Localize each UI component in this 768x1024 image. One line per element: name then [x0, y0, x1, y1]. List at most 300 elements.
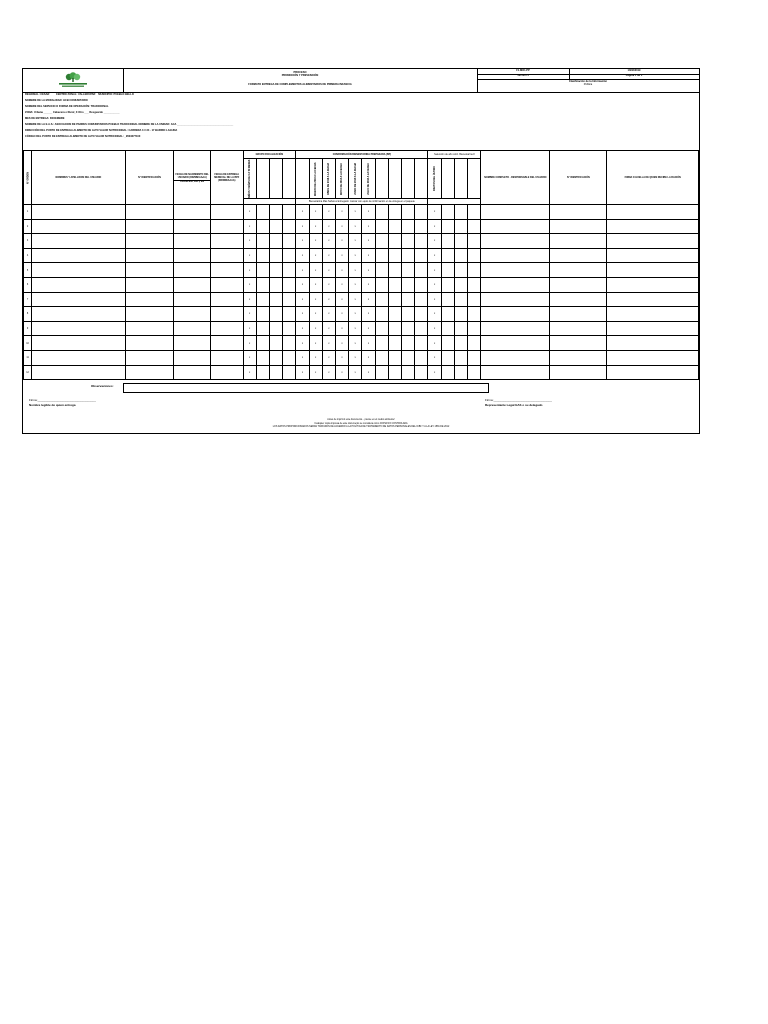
- entry-cell[interactable]: [32, 321, 126, 336]
- mark-cell[interactable]: x: [322, 307, 335, 322]
- entry-cell[interactable]: [269, 321, 282, 336]
- entry-cell[interactable]: [401, 219, 414, 234]
- mark-cell[interactable]: x: [349, 350, 362, 365]
- mark-cell[interactable]: x: [428, 336, 441, 351]
- entry-cell[interactable]: [375, 248, 388, 263]
- entry-cell[interactable]: [210, 321, 243, 336]
- entry-cell[interactable]: [269, 248, 282, 263]
- entry-cell[interactable]: [607, 365, 699, 380]
- entry-cell[interactable]: [481, 234, 550, 249]
- entry-cell[interactable]: [125, 248, 174, 263]
- entry-cell[interactable]: [269, 307, 282, 322]
- mark-cell[interactable]: x: [309, 292, 322, 307]
- mark-cell[interactable]: x: [362, 321, 375, 336]
- entry-cell[interactable]: [481, 307, 550, 322]
- entry-cell[interactable]: [125, 321, 174, 336]
- mark-cell[interactable]: x: [362, 263, 375, 278]
- entry-cell[interactable]: [415, 205, 428, 220]
- entry-cell[interactable]: [375, 277, 388, 292]
- entry-cell[interactable]: [256, 205, 269, 220]
- entry-cell[interactable]: [401, 205, 414, 220]
- mark-cell[interactable]: x: [428, 277, 441, 292]
- entry-cell[interactable]: [32, 365, 126, 380]
- mark-cell[interactable]: x: [335, 321, 348, 336]
- entry-cell[interactable]: [550, 307, 607, 322]
- entry-cell[interactable]: [125, 263, 174, 278]
- mark-cell[interactable]: x: [428, 321, 441, 336]
- entry-cell[interactable]: [174, 336, 211, 351]
- entry-cell[interactable]: [481, 277, 550, 292]
- entry-cell[interactable]: [415, 219, 428, 234]
- mark-cell[interactable]: x: [428, 307, 441, 322]
- entry-cell[interactable]: [401, 307, 414, 322]
- firma-entrega[interactable]: Firma:___________________________________: [29, 398, 96, 402]
- entry-cell[interactable]: [269, 336, 282, 351]
- entry-cell[interactable]: [210, 248, 243, 263]
- entry-cell[interactable]: [441, 307, 454, 322]
- entry-cell[interactable]: [32, 219, 126, 234]
- mark-cell[interactable]: x: [243, 219, 256, 234]
- entry-cell[interactable]: [283, 248, 296, 263]
- entry-cell[interactable]: [607, 205, 699, 220]
- entry-cell[interactable]: [375, 321, 388, 336]
- mark-cell[interactable]: x: [349, 205, 362, 220]
- entry-cell[interactable]: [269, 292, 282, 307]
- entry-cell[interactable]: [283, 292, 296, 307]
- entry-cell[interactable]: [454, 219, 467, 234]
- mark-cell[interactable]: x: [362, 248, 375, 263]
- mark-cell[interactable]: x: [362, 234, 375, 249]
- mark-cell[interactable]: x: [322, 277, 335, 292]
- entry-cell[interactable]: [401, 248, 414, 263]
- entry-cell[interactable]: [375, 307, 388, 322]
- mark-cell[interactable]: x: [349, 307, 362, 322]
- entry-cell[interactable]: [388, 321, 401, 336]
- entry-cell[interactable]: [468, 336, 481, 351]
- entry-cell[interactable]: [283, 234, 296, 249]
- mark-cell[interactable]: x: [362, 277, 375, 292]
- entry-cell[interactable]: [415, 350, 428, 365]
- entry-cell[interactable]: [468, 292, 481, 307]
- mark-cell[interactable]: x: [243, 263, 256, 278]
- entry-cell[interactable]: [481, 336, 550, 351]
- mark-cell[interactable]: x: [322, 234, 335, 249]
- mark-cell[interactable]: x: [335, 350, 348, 365]
- entry-cell[interactable]: [269, 350, 282, 365]
- entry-cell[interactable]: [415, 365, 428, 380]
- mark-cell[interactable]: x: [335, 365, 348, 380]
- entry-cell[interactable]: [388, 307, 401, 322]
- entry-cell[interactable]: [283, 365, 296, 380]
- mark-cell[interactable]: x: [309, 205, 322, 220]
- mark-cell[interactable]: x: [296, 292, 309, 307]
- entry-cell[interactable]: [468, 277, 481, 292]
- entry-cell[interactable]: [454, 292, 467, 307]
- entry-cell[interactable]: [283, 307, 296, 322]
- entry-cell[interactable]: [415, 248, 428, 263]
- entry-cell[interactable]: [607, 248, 699, 263]
- entry-cell[interactable]: [375, 205, 388, 220]
- entry-cell[interactable]: [550, 321, 607, 336]
- entry-cell[interactable]: [174, 350, 211, 365]
- entry-cell[interactable]: [125, 277, 174, 292]
- mark-cell[interactable]: x: [322, 336, 335, 351]
- entry-cell[interactable]: [269, 277, 282, 292]
- mark-cell[interactable]: x: [296, 321, 309, 336]
- entry-cell[interactable]: [550, 234, 607, 249]
- mark-cell[interactable]: x: [362, 365, 375, 380]
- entry-cell[interactable]: [375, 365, 388, 380]
- entry-cell[interactable]: [256, 321, 269, 336]
- entry-cell[interactable]: [401, 263, 414, 278]
- mark-cell[interactable]: x: [309, 321, 322, 336]
- entry-cell[interactable]: [210, 205, 243, 220]
- firma-representante[interactable]: Firma:___________________________________: [485, 398, 552, 402]
- entry-cell[interactable]: [210, 263, 243, 278]
- entry-cell[interactable]: [441, 321, 454, 336]
- entry-cell[interactable]: [375, 263, 388, 278]
- entry-cell[interactable]: [174, 321, 211, 336]
- entry-cell[interactable]: [454, 350, 467, 365]
- mark-cell[interactable]: x: [296, 365, 309, 380]
- entry-cell[interactable]: [210, 219, 243, 234]
- mark-cell[interactable]: x: [243, 307, 256, 322]
- mark-cell[interactable]: x: [428, 234, 441, 249]
- entry-cell[interactable]: [607, 263, 699, 278]
- entry-cell[interactable]: [32, 277, 126, 292]
- mark-cell[interactable]: x: [296, 234, 309, 249]
- entry-cell[interactable]: [415, 277, 428, 292]
- entry-cell[interactable]: [388, 350, 401, 365]
- entry-cell[interactable]: [256, 350, 269, 365]
- entry-cell[interactable]: [468, 350, 481, 365]
- entry-cell[interactable]: [256, 336, 269, 351]
- mark-cell[interactable]: x: [349, 219, 362, 234]
- entry-cell[interactable]: [454, 248, 467, 263]
- mark-cell[interactable]: x: [428, 248, 441, 263]
- entry-cell[interactable]: [174, 263, 211, 278]
- entry-cell[interactable]: [415, 234, 428, 249]
- entry-cell[interactable]: [283, 219, 296, 234]
- entry-cell[interactable]: [174, 277, 211, 292]
- mark-cell[interactable]: x: [296, 248, 309, 263]
- mark-cell[interactable]: x: [309, 307, 322, 322]
- mark-cell[interactable]: x: [243, 292, 256, 307]
- entry-cell[interactable]: [468, 321, 481, 336]
- entry-cell[interactable]: [401, 365, 414, 380]
- mark-cell[interactable]: x: [335, 263, 348, 278]
- mark-cell[interactable]: x: [296, 336, 309, 351]
- mark-cell[interactable]: x: [362, 307, 375, 322]
- mark-cell[interactable]: x: [309, 336, 322, 351]
- entry-cell[interactable]: [550, 277, 607, 292]
- entry-cell[interactable]: [256, 365, 269, 380]
- mark-cell[interactable]: x: [322, 205, 335, 220]
- mark-cell[interactable]: x: [335, 336, 348, 351]
- entry-cell[interactable]: [125, 219, 174, 234]
- mark-cell[interactable]: x: [309, 350, 322, 365]
- mark-cell[interactable]: x: [296, 277, 309, 292]
- mark-cell[interactable]: x: [243, 234, 256, 249]
- mark-cell[interactable]: x: [362, 350, 375, 365]
- mark-cell[interactable]: x: [296, 263, 309, 278]
- entry-cell[interactable]: [441, 234, 454, 249]
- mark-cell[interactable]: x: [335, 248, 348, 263]
- mark-cell[interactable]: x: [309, 234, 322, 249]
- mark-cell[interactable]: x: [296, 307, 309, 322]
- entry-cell[interactable]: [32, 336, 126, 351]
- entry-cell[interactable]: [481, 263, 550, 278]
- mark-cell[interactable]: x: [243, 321, 256, 336]
- mark-cell[interactable]: x: [309, 219, 322, 234]
- entry-cell[interactable]: [125, 205, 174, 220]
- entry-cell[interactable]: [256, 277, 269, 292]
- entry-cell[interactable]: [256, 234, 269, 249]
- mark-cell[interactable]: x: [349, 365, 362, 380]
- mark-cell[interactable]: x: [335, 219, 348, 234]
- entry-cell[interactable]: [607, 219, 699, 234]
- entry-cell[interactable]: [256, 219, 269, 234]
- entry-cell[interactable]: [388, 248, 401, 263]
- entry-cell[interactable]: [401, 336, 414, 351]
- entry-cell[interactable]: [550, 292, 607, 307]
- mark-cell[interactable]: x: [428, 263, 441, 278]
- mark-cell[interactable]: x: [296, 350, 309, 365]
- entry-cell[interactable]: [210, 292, 243, 307]
- entry-cell[interactable]: [125, 336, 174, 351]
- mark-cell[interactable]: x: [349, 234, 362, 249]
- entry-cell[interactable]: [454, 321, 467, 336]
- mark-cell[interactable]: x: [322, 219, 335, 234]
- entry-cell[interactable]: [454, 205, 467, 220]
- mark-cell[interactable]: x: [428, 292, 441, 307]
- entry-cell[interactable]: [32, 205, 126, 220]
- mark-cell[interactable]: x: [349, 248, 362, 263]
- mark-cell[interactable]: x: [335, 292, 348, 307]
- entry-cell[interactable]: [454, 336, 467, 351]
- entry-cell[interactable]: [550, 263, 607, 278]
- mark-cell[interactable]: x: [362, 292, 375, 307]
- entry-cell[interactable]: [468, 234, 481, 249]
- entry-cell[interactable]: [550, 350, 607, 365]
- mark-cell[interactable]: x: [243, 350, 256, 365]
- entry-cell[interactable]: [32, 234, 126, 249]
- entry-cell[interactable]: [210, 307, 243, 322]
- entry-cell[interactable]: [550, 365, 607, 380]
- entry-cell[interactable]: [550, 219, 607, 234]
- entry-cell[interactable]: [481, 248, 550, 263]
- mark-cell[interactable]: x: [349, 321, 362, 336]
- mark-cell[interactable]: x: [349, 277, 362, 292]
- entry-cell[interactable]: [269, 365, 282, 380]
- entry-cell[interactable]: [388, 263, 401, 278]
- entry-cell[interactable]: [269, 219, 282, 234]
- entry-cell[interactable]: [256, 292, 269, 307]
- entry-cell[interactable]: [481, 219, 550, 234]
- entry-cell[interactable]: [607, 350, 699, 365]
- entry-cell[interactable]: [210, 277, 243, 292]
- entry-cell[interactable]: [174, 248, 211, 263]
- entry-cell[interactable]: [415, 292, 428, 307]
- entry-cell[interactable]: [283, 336, 296, 351]
- entry-cell[interactable]: [269, 263, 282, 278]
- entry-cell[interactable]: [256, 307, 269, 322]
- mark-cell[interactable]: x: [243, 336, 256, 351]
- entry-cell[interactable]: [388, 292, 401, 307]
- mark-cell[interactable]: x: [309, 248, 322, 263]
- entry-cell[interactable]: [441, 365, 454, 380]
- entry-cell[interactable]: [401, 321, 414, 336]
- mark-cell[interactable]: x: [309, 365, 322, 380]
- entry-cell[interactable]: [401, 292, 414, 307]
- entry-cell[interactable]: [283, 350, 296, 365]
- mark-cell[interactable]: x: [428, 219, 441, 234]
- entry-cell[interactable]: [388, 219, 401, 234]
- mark-cell[interactable]: x: [322, 263, 335, 278]
- entry-cell[interactable]: [607, 336, 699, 351]
- mark-cell[interactable]: x: [428, 205, 441, 220]
- mark-cell[interactable]: x: [335, 307, 348, 322]
- entry-cell[interactable]: [441, 350, 454, 365]
- mark-cell[interactable]: x: [309, 277, 322, 292]
- mark-cell[interactable]: x: [335, 277, 348, 292]
- mark-cell[interactable]: x: [296, 219, 309, 234]
- entry-cell[interactable]: [415, 321, 428, 336]
- entry-cell[interactable]: [174, 292, 211, 307]
- entry-cell[interactable]: [468, 307, 481, 322]
- entry-cell[interactable]: [441, 219, 454, 234]
- entry-cell[interactable]: [174, 365, 211, 380]
- entry-cell[interactable]: [415, 307, 428, 322]
- entry-cell[interactable]: [32, 350, 126, 365]
- entry-cell[interactable]: [441, 292, 454, 307]
- mark-cell[interactable]: x: [243, 205, 256, 220]
- entry-cell[interactable]: [375, 234, 388, 249]
- entry-cell[interactable]: [210, 365, 243, 380]
- entry-cell[interactable]: [607, 277, 699, 292]
- mark-cell[interactable]: x: [349, 292, 362, 307]
- entry-cell[interactable]: [388, 205, 401, 220]
- entry-cell[interactable]: [388, 365, 401, 380]
- entry-cell[interactable]: [441, 336, 454, 351]
- entry-cell[interactable]: [125, 365, 174, 380]
- mark-cell[interactable]: x: [362, 336, 375, 351]
- entry-cell[interactable]: [283, 321, 296, 336]
- entry-cell[interactable]: [174, 219, 211, 234]
- entry-cell[interactable]: [283, 277, 296, 292]
- entry-cell[interactable]: [269, 234, 282, 249]
- entry-cell[interactable]: [468, 219, 481, 234]
- entry-cell[interactable]: [415, 263, 428, 278]
- entry-cell[interactable]: [174, 307, 211, 322]
- entry-cell[interactable]: [441, 263, 454, 278]
- entry-cell[interactable]: [256, 263, 269, 278]
- entry-cell[interactable]: [481, 365, 550, 380]
- entry-cell[interactable]: [388, 234, 401, 249]
- entry-cell[interactable]: [375, 336, 388, 351]
- entry-cell[interactable]: [174, 205, 211, 220]
- mark-cell[interactable]: x: [349, 263, 362, 278]
- entry-cell[interactable]: [607, 307, 699, 322]
- entry-cell[interactable]: [32, 307, 126, 322]
- entry-cell[interactable]: [283, 205, 296, 220]
- entry-cell[interactable]: [468, 263, 481, 278]
- entry-cell[interactable]: [454, 263, 467, 278]
- mark-cell[interactable]: x: [362, 219, 375, 234]
- entry-cell[interactable]: [375, 292, 388, 307]
- entry-cell[interactable]: [481, 205, 550, 220]
- mark-cell[interactable]: x: [243, 248, 256, 263]
- mark-cell[interactable]: x: [322, 292, 335, 307]
- entry-cell[interactable]: [210, 350, 243, 365]
- entry-cell[interactable]: [550, 248, 607, 263]
- entry-cell[interactable]: [454, 234, 467, 249]
- mark-cell[interactable]: x: [322, 248, 335, 263]
- entry-cell[interactable]: [125, 350, 174, 365]
- entry-cell[interactable]: [256, 248, 269, 263]
- entry-cell[interactable]: [607, 321, 699, 336]
- entry-cell[interactable]: [454, 307, 467, 322]
- observaciones-field[interactable]: [123, 383, 489, 393]
- entry-cell[interactable]: [441, 277, 454, 292]
- entry-cell[interactable]: [125, 234, 174, 249]
- mark-cell[interactable]: x: [296, 205, 309, 220]
- mark-cell[interactable]: x: [322, 350, 335, 365]
- entry-cell[interactable]: [454, 365, 467, 380]
- entry-cell[interactable]: [388, 336, 401, 351]
- entry-cell[interactable]: [125, 292, 174, 307]
- mark-cell[interactable]: x: [349, 336, 362, 351]
- entry-cell[interactable]: [210, 234, 243, 249]
- entry-cell[interactable]: [401, 234, 414, 249]
- entry-cell[interactable]: [375, 350, 388, 365]
- entry-cell[interactable]: [401, 277, 414, 292]
- mark-cell[interactable]: x: [243, 277, 256, 292]
- mark-cell[interactable]: x: [322, 365, 335, 380]
- entry-cell[interactable]: [481, 321, 550, 336]
- mark-cell[interactable]: x: [309, 263, 322, 278]
- mark-cell[interactable]: x: [428, 350, 441, 365]
- entry-cell[interactable]: [415, 336, 428, 351]
- entry-cell[interactable]: [32, 263, 126, 278]
- entry-cell[interactable]: [607, 292, 699, 307]
- entry-cell[interactable]: [174, 234, 211, 249]
- mark-cell[interactable]: x: [243, 365, 256, 380]
- entry-cell[interactable]: [32, 292, 126, 307]
- entry-cell[interactable]: [283, 263, 296, 278]
- mark-cell[interactable]: x: [335, 205, 348, 220]
- entry-cell[interactable]: [269, 205, 282, 220]
- entry-cell[interactable]: [441, 248, 454, 263]
- entry-cell[interactable]: [388, 277, 401, 292]
- entry-cell[interactable]: [468, 248, 481, 263]
- entry-cell[interactable]: [468, 205, 481, 220]
- entry-cell[interactable]: [125, 307, 174, 322]
- entry-cell[interactable]: [481, 350, 550, 365]
- entry-cell[interactable]: [454, 277, 467, 292]
- entry-cell[interactable]: [375, 219, 388, 234]
- entry-cell[interactable]: [607, 234, 699, 249]
- mark-cell[interactable]: x: [335, 234, 348, 249]
- entry-cell[interactable]: [550, 336, 607, 351]
- entry-cell[interactable]: [550, 205, 607, 220]
- entry-cell[interactable]: [468, 365, 481, 380]
- mark-cell[interactable]: x: [428, 365, 441, 380]
- mark-cell[interactable]: x: [322, 321, 335, 336]
- entry-cell[interactable]: [441, 205, 454, 220]
- entry-cell[interactable]: [32, 248, 126, 263]
- mark-cell[interactable]: x: [362, 205, 375, 220]
